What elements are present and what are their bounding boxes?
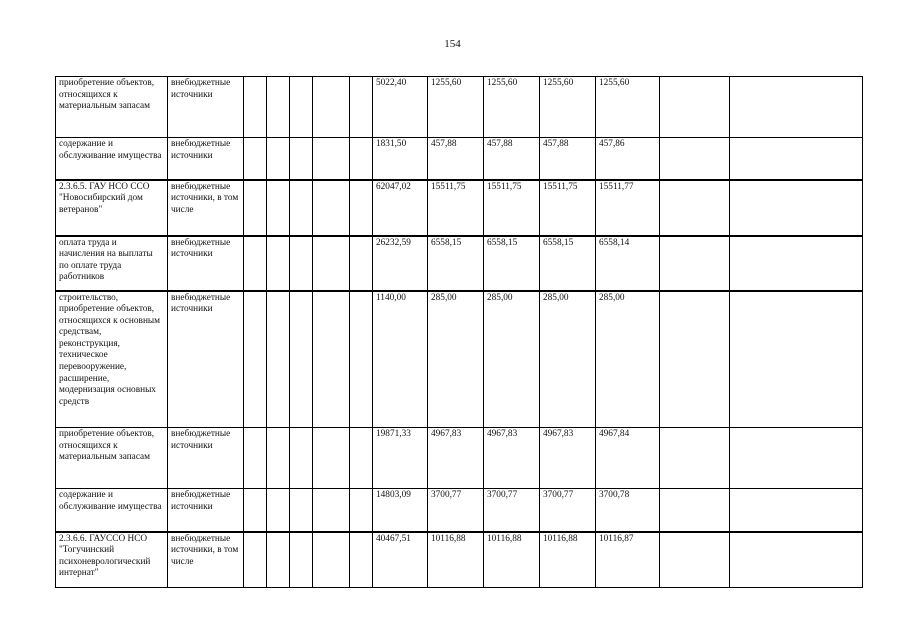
cell-source: внебюджетные источники — [168, 236, 244, 291]
cell-year-1: 10116,88 — [428, 532, 484, 588]
cell-source: внебюджетные источники — [168, 428, 244, 489]
cell-total: 1831,50 — [373, 138, 428, 180]
cell-empty — [290, 180, 313, 236]
table-row — [56, 489, 863, 532]
cell-year-4: 6558,14 — [596, 236, 660, 291]
cell-year-2: 15511,75 — [484, 180, 540, 236]
cell-year-2: 457,88 — [484, 138, 540, 180]
cell-year-2: 285,00 — [484, 291, 540, 428]
cell-empty — [313, 236, 350, 291]
cell-year-3: 457,88 — [540, 138, 596, 180]
cell-total: 26232,59 — [373, 236, 428, 291]
table-row — [56, 291, 863, 428]
cell-year-3: 285,00 — [540, 291, 596, 428]
cell-year-4: 1255,60 — [596, 77, 660, 138]
budget-table — [55, 76, 863, 588]
table-row — [56, 180, 863, 236]
cell-total: 40467,51 — [373, 532, 428, 588]
cell-name: строительство, приобретение объектов, относящихся к основным средствам, реконструкция, техническое перевооружение, расширение, модернизация основных средств — [56, 291, 168, 428]
table-row — [56, 77, 863, 138]
cell-year-4: 4967,84 — [596, 428, 660, 489]
cell-empty — [660, 236, 730, 291]
cell-year-3: 10116,88 — [540, 532, 596, 588]
cell-source: внебюджетные источники — [168, 77, 244, 138]
cell-year-4: 10116,87 — [596, 532, 660, 588]
cell-empty — [244, 180, 267, 236]
cell-year-2: 10116,88 — [484, 532, 540, 588]
cell-empty — [313, 428, 350, 489]
cell-empty — [290, 532, 313, 588]
cell-empty — [290, 489, 313, 532]
cell-empty — [290, 428, 313, 489]
cell-empty — [730, 77, 863, 138]
cell-empty — [313, 291, 350, 428]
cell-empty — [730, 236, 863, 291]
cell-total: 1140,00 — [373, 291, 428, 428]
cell-total: 14803,09 — [373, 489, 428, 532]
cell-name: оплата труда и начисления на выплаты по оплате труда работников — [56, 236, 168, 291]
cell-total: 19871,33 — [373, 428, 428, 489]
cell-empty — [244, 291, 267, 428]
cell-empty — [660, 489, 730, 532]
cell-year-1: 457,88 — [428, 138, 484, 180]
cell-year-1: 4967,83 — [428, 428, 484, 489]
cell-empty — [350, 77, 373, 138]
cell-year-4: 285,00 — [596, 291, 660, 428]
cell-empty — [290, 236, 313, 291]
cell-empty — [730, 138, 863, 180]
cell-empty — [313, 138, 350, 180]
cell-year-1: 1255,60 — [428, 77, 484, 138]
cell-empty — [660, 428, 730, 489]
cell-empty — [350, 180, 373, 236]
cell-year-1: 3700,77 — [428, 489, 484, 532]
cell-year-4: 457,86 — [596, 138, 660, 180]
cell-year-3: 4967,83 — [540, 428, 596, 489]
cell-year-4: 3700,78 — [596, 489, 660, 532]
cell-year-1: 285,00 — [428, 291, 484, 428]
cell-source: внебюджетные источники, в том числе — [168, 180, 244, 236]
cell-empty — [350, 291, 373, 428]
cell-empty — [244, 532, 267, 588]
cell-empty — [660, 77, 730, 138]
cell-empty — [290, 138, 313, 180]
cell-empty — [313, 532, 350, 588]
cell-empty — [267, 489, 290, 532]
cell-year-4: 15511,77 — [596, 180, 660, 236]
cell-total: 5022,40 — [373, 77, 428, 138]
cell-empty — [730, 291, 863, 428]
cell-empty — [267, 180, 290, 236]
cell-empty — [660, 180, 730, 236]
cell-total: 62047,02 — [373, 180, 428, 236]
cell-source: внебюджетные источники — [168, 489, 244, 532]
cell-year-1: 15511,75 — [428, 180, 484, 236]
cell-empty — [350, 532, 373, 588]
cell-empty — [660, 532, 730, 588]
cell-empty — [350, 428, 373, 489]
cell-name: содержание и обслуживание имущества — [56, 489, 168, 532]
cell-empty — [730, 489, 863, 532]
table-row — [56, 532, 863, 588]
cell-year-2: 3700,77 — [484, 489, 540, 532]
cell-empty — [244, 138, 267, 180]
cell-empty — [730, 532, 863, 588]
cell-source: внебюджетные источники — [168, 138, 244, 180]
cell-empty — [350, 236, 373, 291]
cell-empty — [267, 428, 290, 489]
cell-year-2: 4967,83 — [484, 428, 540, 489]
cell-year-2: 1255,60 — [484, 77, 540, 138]
cell-name: 2.3.6.5. ГАУ НСО ССО "Новосибирский дом ветеранов" — [56, 180, 168, 236]
cell-empty — [290, 291, 313, 428]
cell-empty — [244, 489, 267, 532]
cell-empty — [244, 77, 267, 138]
cell-year-3: 3700,77 — [540, 489, 596, 532]
cell-year-3: 15511,75 — [540, 180, 596, 236]
table-row — [56, 138, 863, 180]
cell-year-3: 6558,15 — [540, 236, 596, 291]
cell-empty — [244, 236, 267, 291]
cell-name: приобретение объектов, относящихся к материальным запасам — [56, 77, 168, 138]
cell-empty — [730, 180, 863, 236]
cell-name: содержание и обслуживание имущества — [56, 138, 168, 180]
cell-empty — [313, 180, 350, 236]
cell-empty — [267, 138, 290, 180]
cell-empty — [730, 428, 863, 489]
cell-name: 2.3.6.6. ГАУССО НСО "Тогучинский психоневрологический интернат" — [56, 532, 168, 588]
cell-name: приобретение объектов, относящихся к материальным запасам — [56, 428, 168, 489]
cell-empty — [244, 428, 267, 489]
cell-empty — [290, 77, 313, 138]
cell-empty — [267, 291, 290, 428]
cell-empty — [267, 77, 290, 138]
cell-empty — [267, 236, 290, 291]
cell-empty — [267, 532, 290, 588]
cell-empty — [313, 489, 350, 532]
cell-year-3: 1255,60 — [540, 77, 596, 138]
cell-empty — [660, 138, 730, 180]
cell-empty — [313, 77, 350, 138]
cell-empty — [660, 291, 730, 428]
table-row — [56, 236, 863, 291]
table-row — [56, 428, 863, 489]
cell-empty — [350, 138, 373, 180]
cell-source: внебюджетные источники — [168, 291, 244, 428]
cell-year-2: 6558,15 — [484, 236, 540, 291]
cell-empty — [350, 489, 373, 532]
page-number: 154 — [444, 38, 461, 50]
cell-source: внебюджетные источники, в том числе — [168, 532, 244, 588]
cell-year-1: 6558,15 — [428, 236, 484, 291]
